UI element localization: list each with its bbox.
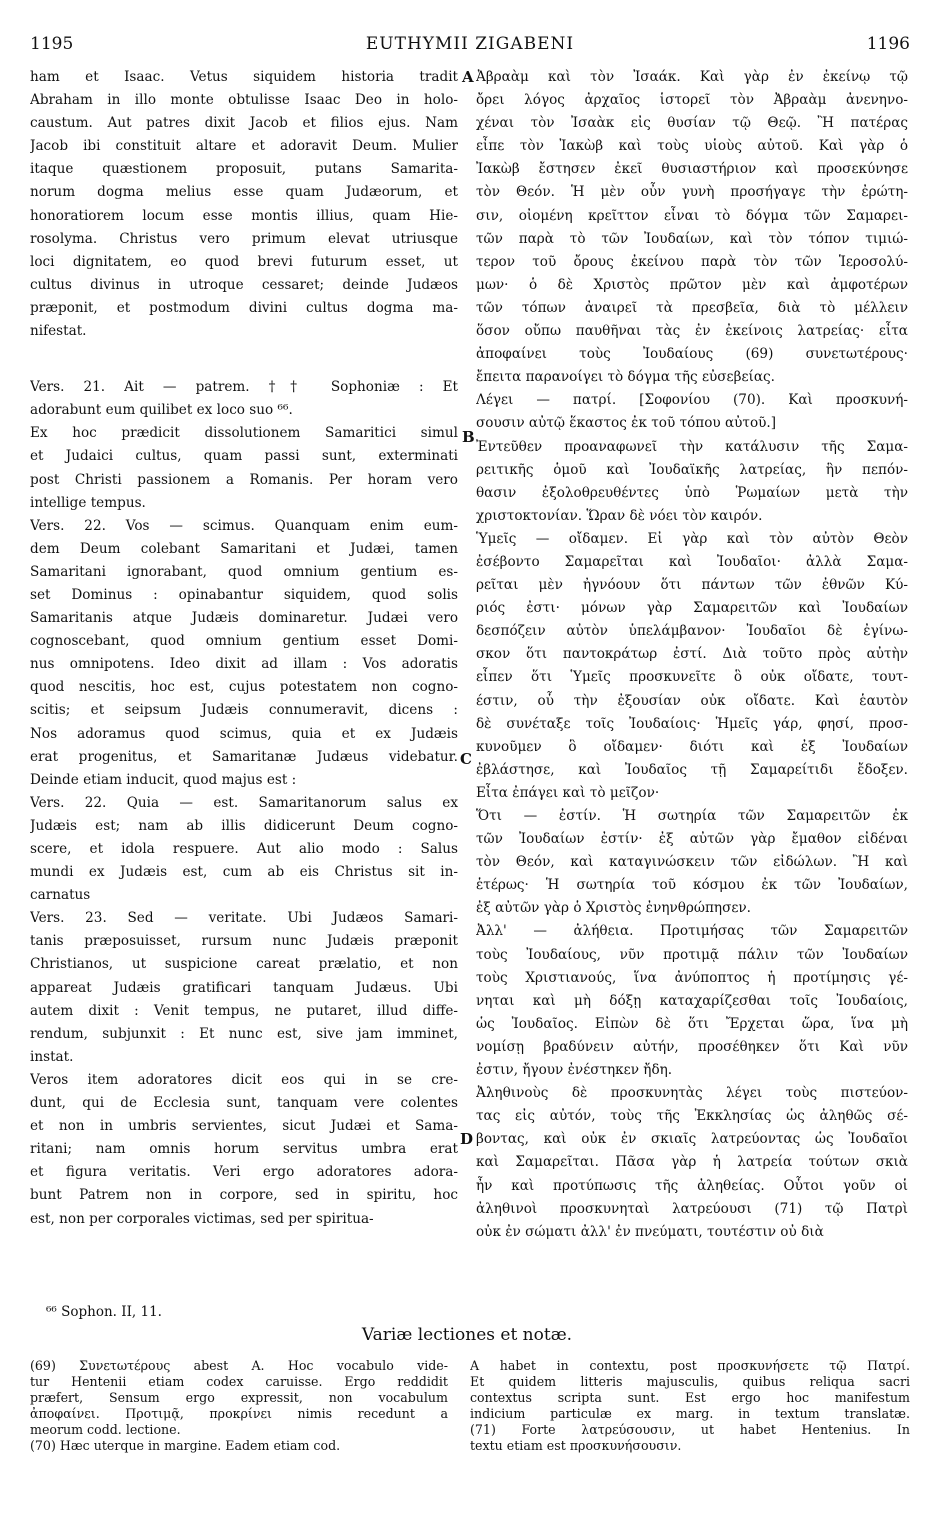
greek-text-line: Ἀλλ' — ἀλήθεια. Προτιμήσας τῶν Σαμαρειτῶν <box>476 923 908 940</box>
margin-letter-a: A <box>462 68 474 86</box>
latin-text-line: caustum. Aut patres dixit Jacob et filios ejus. Nam <box>30 115 458 132</box>
note-line: indicium particulæ ex marg. in textum translatæ. <box>470 1406 910 1421</box>
greek-text-line: κυνοῦμεν ὃ οἴδαμεν· διότι καὶ ἐξ Ἰουδαίων <box>476 738 908 755</box>
greek-text-line: Εἶτα ἐπάγει καὶ τὸ μεῖζον· <box>476 784 660 801</box>
greek-text-line: Ἀληθινοὺς δὲ προσκυνητὰς λέγει τοὺς πιστεύον- <box>476 1085 908 1102</box>
latin-text-line: est, non per corporales victimas, sed per spiritua- <box>30 1210 374 1227</box>
latin-text-line: scere, et idola respuere. Aut alio modo : Salus <box>30 841 458 857</box>
margin-letter-b: B <box>462 428 475 446</box>
latin-text-line: Samaritani ignorabant, quod omnium gentium es- <box>30 563 458 580</box>
greek-text-line: ὄρει λόγος ἀρχαῖος ἱστορεῖ τὸν Ἀβραὰμ ἀνενηνο- <box>476 92 908 109</box>
latin-text-line: cultus divinus in utroque cessaret; deinde Judæos <box>30 276 458 293</box>
latin-text-line: honoratiorem locum esse montis illius, quam Hie- <box>30 207 458 224</box>
note-line: ἀποφαίνει. Προτιμᾷ, προκρίνει nimis recedunt a <box>30 1406 448 1421</box>
greek-text-line: θασιν ἐξολοθρευθέντες ὑπὸ Ῥωμαίων μετὰ τὴν <box>476 484 908 501</box>
greek-text-line: σκον ὅτι παντοκράτωρ ἐστί. Διὰ τοῦτο πρὸς αὐτὴν <box>476 646 908 663</box>
latin-text-line: ritani; nam omnis horum servitus umbra erat <box>30 1141 458 1158</box>
latin-text-line: erat progenitus, et Samaritanæ Judæus videbatur. <box>30 748 458 765</box>
greek-text-line: έστιν, οὗ τὴν ἐξουσίαν οὐκ οἴδατε. Καὶ ἑαυτὸν <box>476 692 908 709</box>
latin-text-line: Jacob ibi constituit altare et adoravit Deum. Mulier <box>30 138 458 155</box>
latin-text-line: rosolyma. Christus vero primum elevat utriusque <box>30 230 458 247</box>
latin-text-line: norum dogma melius esse quam Judæorum, et <box>30 184 458 201</box>
latin-text-line: tanis præposuisset, rursum nunc Judæis præponit <box>30 933 458 950</box>
greek-text-line: ρεῖται μὲν ἠγνόουν ὅτι πάντων τῶν ἐθνῶν Κύ- <box>476 577 908 594</box>
page-number-right: 1196 <box>866 34 910 54</box>
greek-text-line: ὡς Ἰουδαῖος. Εἰπὼν δὲ ὅτι Ἔρχεται ὥρα, ἵνα μὴ <box>476 1015 908 1032</box>
latin-text-line: dunt, qui de Ecclesia sunt, tanquam vere colentes <box>30 1095 458 1112</box>
margin-letter-c: C <box>460 750 472 768</box>
greek-text-line: τερον τοῦ ὄρους ἐκείνου παρὰ τὸν τῶν Ἱεροσολύ- <box>476 253 908 270</box>
greek-column <box>476 66 908 1244</box>
latin-text-line: et Judaici cultus, quam passi sunt, exterminati <box>30 448 458 465</box>
greek-text-line: νηται καὶ μὴ δόξῃ καταχαρίζεσθαι τοῖς Ἰουδαίοις, <box>476 992 908 1009</box>
greek-text-line: τὸν Θεόν, καὶ καταγινώσκειν τῶν εἰδώλων. Ἢ καὶ <box>476 854 908 871</box>
greek-text-line: Ἰακὼβ ἔστησεν ἐκεῖ θυσιαστήριον καὶ προσεκύνησε <box>476 161 908 178</box>
greek-text-line: ἐστιν, ἤγουν ἐνέστηκεν ἤδη. <box>476 1062 673 1079</box>
greek-text-line: ἐβλάστησε, καὶ Ἰουδαῖος τῇ Σαμαρείτιδι ἔδοξεν. <box>476 761 908 778</box>
greek-text-line: ἀποφαίνει τοὺς Ἰουδαίους (69) συνετωτέρους· <box>476 346 908 363</box>
latin-text-line: Vers. 21. Ait — patrem. †† Sophoniæ : Et <box>30 379 458 396</box>
note-line: (70) Hæc uterque in margine. Eadem etiam cod. <box>30 1438 341 1453</box>
note-line: (69) Συνετωτέρους abest A. Hoc vocabulo vide- <box>30 1358 448 1373</box>
latin-text-line: dem Deum colebant Samaritani et Judæi, tamen <box>30 540 458 557</box>
note-line: contextus scripta sunt. Est ergo hoc manifestum <box>470 1390 910 1405</box>
latin-text-line: Vers. 22. Quia — est. Samaritanorum salus ex <box>30 794 458 811</box>
latin-text-line: adorabunt eum quilibet ex loco suo ⁶⁶. <box>30 402 293 419</box>
greek-text-line: ἀληθινοὶ προσκυνηταὶ λατρεύουσι (71) τῷ Πατρὶ <box>476 1200 908 1217</box>
greek-text-line: ἐσέβοντο Σαμαρεῖται καὶ Ἰουδαῖοι· ἀλλὰ Σαμα- <box>476 553 908 570</box>
greek-text-line: ριός ἐστι· μόνων γὰρ Σαμαρειτῶν καὶ Ἰουδαίων <box>476 600 908 617</box>
greek-text-line: οὐκ ἐν σώματι ἀλλ' ἐν πνεύματι, τουτέστιν οὐ διὰ <box>476 1223 824 1240</box>
paragraph-gap <box>30 343 458 376</box>
greek-text-line: δεσπόζειν αὐτὸν ὑπελάμβανον· Ἰουδαῖοι δὲ ἐγίνω- <box>476 623 908 640</box>
latin-text-line: nifestat. <box>30 323 87 340</box>
note-line: (71) Forte λατρεύσουσιν, ut habet Hentenius. In <box>470 1422 910 1437</box>
greek-text-line: Ὑμεῖς — οἴδαμεν. Εἰ γὰρ καὶ τὸν αὐτὸν Θεὸν <box>476 530 908 547</box>
latin-text-line: cognoscebant, quod omnium gentium esset Domi- <box>30 633 458 650</box>
greek-text-line: ρειτικῆς ὁμοῦ καὶ Ἰουδαϊκῆς λατρείας, ἣν πεπόν- <box>476 461 908 478</box>
greek-text-line: βοντας, καὶ οὐκ ἐν σκιαῖς λατρεύοντας ὡς Ἰουδαῖοι <box>476 1131 908 1148</box>
latin-text-line: carnatus <box>30 887 91 904</box>
note-line: tur Hentenii etiam codex caruisse. Ergo reddidit <box>30 1374 448 1389</box>
latin-text-line: præponit, et postmodum divini cultus dogma ma- <box>30 299 458 316</box>
greek-text-line: ἔπειτα παρανοίγει τὸ δόγμα τῆς εὐσεβείας. <box>476 369 775 386</box>
note-line: A habet in contextu, post προσκυνήσετε τῷ Πατρί. <box>470 1358 910 1373</box>
greek-text-line: σιν, οἰομένη κρεῖττον εἶναι τὸ δόγμα τῶν Σαμαρει- <box>476 207 908 224</box>
latin-text-line: quod nescitis, hoc est, cujus potestatem non cogno- <box>30 679 458 696</box>
page-number-left: 1195 <box>30 34 74 54</box>
variae-lectiones-heading: Variæ lectiones et notæ. <box>361 1325 573 1345</box>
greek-text-line: νομίσῃ βραδύνειν αὐτήν, προσέθηκεν ὅτι Καὶ νῦν <box>476 1038 908 1055</box>
latin-text-line: itaque quæstionem proposuit, putans Samarita- <box>30 161 458 178</box>
latin-text-line: et non in umbris servientes, sicut Judæi et Sama- <box>30 1118 458 1135</box>
greek-text-line: δὲ συνέταξε τοῖς Ἰουδαίοις· Ἡμεῖς γάρ, φησί, προσ- <box>476 715 908 732</box>
latin-text-line: intellige tempus. <box>30 494 146 511</box>
margin-letter-d: D <box>460 1130 474 1148</box>
greek-text-line: εἶπε τὸν Ἰακὼβ καὶ τοὺς υἱοὺς αὐτοῦ. Καὶ γὰρ ὁ <box>476 138 908 155</box>
latin-text-line: bunt Patrem non in corpore, sed in spiritu, hoc <box>30 1187 458 1204</box>
greek-text-line: τῶν τόπων ἀναιρεῖ τὰ πρεσβεῖα, διὰ τὸ μέλλειν <box>476 299 908 316</box>
latin-text-line: rendum, subjunxit : Et nunc est, sive jam imminet, <box>30 1025 458 1042</box>
greek-text-line: Ἐντεῦθεν προαναφωνεῖ τὴν κατάλυσιν τῆς Σαμα- <box>476 438 908 455</box>
latin-text-line: et figura veritatis. Veri ergo adoratores adora- <box>30 1164 458 1181</box>
running-title: EUTHYMII ZIGABENI <box>365 34 575 54</box>
latin-text-line: Veros item adoratores dicit eos qui in se cre- <box>30 1071 458 1088</box>
greek-text-line: μων· ὁ δὲ Χριστὸς πρῶτον μὲν καὶ ἀμφοτέρων <box>476 276 908 293</box>
greek-text-line: τῶν παρὰ τὸ τῶν Ἰουδαίων, καὶ τὸν τόπον τιμιώ- <box>476 230 908 247</box>
latin-text-line: Deinde etiam inducit, quod majus est : <box>30 771 297 788</box>
latin-footnote: ⁶⁶ Sophon. II, 11. <box>46 1304 162 1320</box>
latin-text-line: Vers. 23. Sed — veritate. Ubi Judæos Samari- <box>30 910 458 927</box>
greek-text-line: τοὺς Ἰουδαίους, νῦν προτιμᾷ πάλιν τῶν Ἰουδαίων <box>476 946 908 963</box>
note-line: textu etiam est προσκυνήσουσιν. <box>470 1438 682 1453</box>
greek-text-line: τὸν Θεόν. Ἡ μὲν οὖν γυνὴ προσήγαγε τὴν ἐρώτη- <box>476 184 908 201</box>
greek-text-line: καὶ Σαμαρεῖται. Πᾶσα γὰρ ἡ λατρεία τούτων σκιὰ <box>476 1154 908 1171</box>
latin-text-line: autem dixit : Venit tempus, ne putaret, illud diffe- <box>30 1002 458 1019</box>
latin-text-line: Vers. 22. Vos — scimus. Quanquam enim eum- <box>30 517 458 534</box>
latin-text-line: nus omnipotens. Ideo dixit ad illam : Vos adoratis <box>30 656 458 673</box>
page-header <box>30 34 910 60</box>
greek-text-line: Ἀβραὰμ καὶ τὸν Ἰσαάκ. Καὶ γὰρ ἐν ἐκείνῳ τῷ <box>476 69 908 85</box>
notes-left-column <box>30 1358 448 1454</box>
latin-text-line: mundi ex Judæis est, cum ab eis Christus sit in- <box>30 864 458 881</box>
latin-text-line: instat. <box>30 1048 74 1065</box>
notes-right-column <box>470 1358 910 1454</box>
greek-text-line: ὅσον οὔπω παυθῆναι τὰς ἐν ἐκείνοις λατρείας· εἶτα <box>476 323 908 340</box>
latin-text-line: post Christi passionem a Romanis. Per horam vero <box>30 471 458 488</box>
greek-text-line: ἦν καὶ προτύπωσις τῆς ἀληθείας. Οὗτοι γοῦν οἱ <box>476 1177 908 1194</box>
latin-text-line: Ex hoc prædicit dissolutionem Samaritici simul <box>30 425 458 442</box>
latin-text-line: Christianos, ut suspicione careat prælatio, et non <box>30 956 458 973</box>
latin-text-line: loci dignitatem, eo quod brevi futurum esset, ut <box>30 253 458 270</box>
latin-text-line: scitis; et seipsum Judæis connumeravit, dicens : <box>30 702 458 719</box>
latin-text-line: ham et Isaac. Vetus siquidem historia tradit <box>30 69 458 85</box>
note-line: Et quidem litteris majusculis, quibus reliqua sacri <box>470 1374 910 1389</box>
latin-text-line: appareat Judæis gratificari tanquam Judæus. Ubi <box>30 979 458 996</box>
note-line: præfert, Sensum ergo expressit, non vocabulum <box>30 1390 448 1405</box>
greek-text-line: ἐξ αὐτῶν γὰρ ὁ Χριστὸς ἐνηνθρώπησεν. <box>476 900 751 917</box>
greek-text-line: Ὅτι — ἐστίν. Ἡ σωτηρία τῶν Σαμαρειτῶν ἐκ <box>476 808 908 824</box>
latin-text-line: Samaritanis atque Judæis dominaretur. Judæi vero <box>30 610 458 627</box>
greek-text-line: σουσιν αὐτῷ ἕκαστος ἐκ τοῦ τόπου αὐτοῦ.] <box>476 415 777 432</box>
greek-text-line: τῶν Ἰουδαίων ἐστίν· ἐξ αὐτῶν γὰρ ἔμαθον εἰδέναι <box>476 831 908 848</box>
greek-text-line: χριστοκτονίαν. Ὥραν δὲ νόει τὸν καιρόν. <box>476 507 763 524</box>
latin-text-line: Nos adoramus quod scimus, quia et ex Judæis <box>30 725 458 742</box>
greek-text-line: χέναι τὸν Ἰσαὰκ εἰς θυσίαν τῷ Θεῷ. Ἢ πατέρας <box>476 115 908 132</box>
latin-text-line: Abraham in illo monte obtulisse Isaac Deo in holo- <box>30 92 458 109</box>
note-line: meorum codd. lectione. <box>30 1422 181 1437</box>
greek-text-line: εἶπεν ὅτι Ὑμεῖς προσκυνεῖτε ὃ οὐκ οἴδατε, τουτ- <box>476 669 908 686</box>
greek-text-line: τοὺς Χριστιανούς, ἵνα ἀνύποπτος ἡ προτίμησις γέ- <box>476 969 908 986</box>
latin-text-line: set Dominus : opinabantur siquidem, quod solis <box>30 586 458 603</box>
latin-text-line: Judæis est; nam ab illis didicerunt Deum cogno- <box>30 817 458 834</box>
latin-column <box>30 66 458 1231</box>
greek-text-line: ἑτέρως· Ἡ σωτηρία τοῦ κόσμου ἐκ τῶν Ἰουδαίων, <box>476 877 908 894</box>
greek-text-line: Λέγει — πατρί. [Σοφονίου (70). Καὶ προσκυνή- <box>476 392 908 409</box>
greek-text-line: τας εἰς αὐτόν, τοὺς τῆς Ἐκκλησίας ὡς ἀληθῶς σέ- <box>476 1108 908 1125</box>
